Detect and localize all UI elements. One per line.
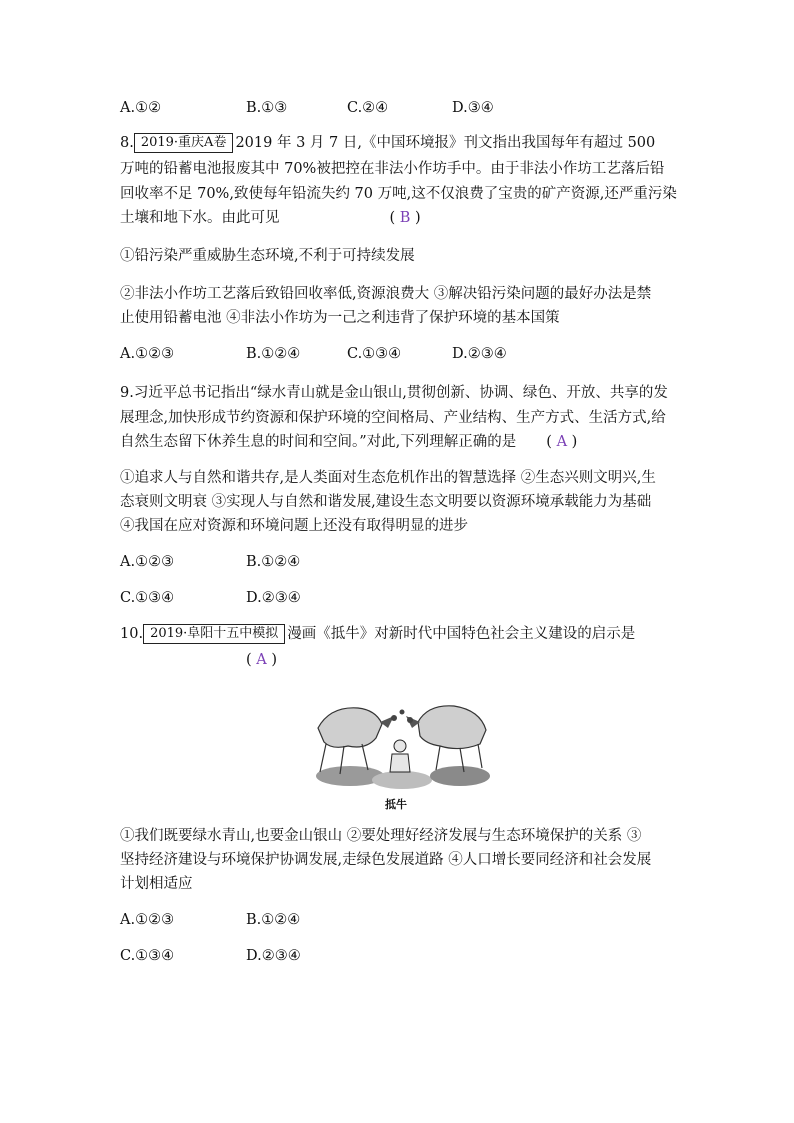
q8-option-d[interactable]: D.②③④ xyxy=(452,346,507,362)
q9-text-3: 自然生态留下休养生息的时间和空间。”对此,下列理解正确的是 xyxy=(120,434,517,450)
q7-option-a[interactable]: A.①② xyxy=(120,100,162,116)
q7-option-c[interactable]: C.②④ xyxy=(347,100,389,116)
q9-option-b[interactable]: B.①②④ xyxy=(246,554,301,570)
q10-option-d[interactable]: D.②③④ xyxy=(246,948,301,964)
q8-statement-1: ①铅污染严重威胁生态环境,不利于可持续发展 xyxy=(120,248,415,264)
q8-number: 8. xyxy=(120,135,134,151)
q9-option-c[interactable]: C.①③④ xyxy=(120,590,175,606)
q8-statement-2b: 止使用铅蓄电池 ④非法小作坊为一己之利违背了保护环境的基本国策 xyxy=(120,310,560,326)
q8-text-4: 土壤和地下水。由此可见 xyxy=(120,210,280,226)
q10-statement-1: ①我们既要绿水青山,也要金山银山 ②要处理好经济发展与生态环境保护的关系 ③ xyxy=(120,828,642,844)
q10-option-a[interactable]: A.①②③ xyxy=(120,912,175,928)
q10-source-tag: 2019·阜阳十五中模拟 xyxy=(143,624,285,644)
q10-text-1: 漫画《抵牛》对新时代中国特色社会主义建设的启示是 xyxy=(287,626,636,642)
q10-option-b[interactable]: B.①②④ xyxy=(246,912,301,928)
q9-line-2: 展理念,加快形成节约资源和保护环境的空间格局、产业结构、生产方式、生活方式,给 xyxy=(120,410,666,426)
q10-answer: A xyxy=(256,652,267,668)
q10-statement-3: 计划相适应 xyxy=(120,876,193,892)
q9-option-a[interactable]: A.①②③ xyxy=(120,554,175,570)
q8-line-3: 回收率不足 70%,致使每年铅流失约 70 万吨,这不仅浪费了宝贵的矿产资源,还严重污染 xyxy=(120,186,677,202)
q8-source-tag: 2019·重庆A卷 xyxy=(134,133,234,153)
q9-option-d[interactable]: D.②③④ xyxy=(246,590,301,606)
q9-statement-1: ①追求人与自然和谐共存,是人类面对生态危机作出的智慧选择 ②生态兴则文明兴,生 xyxy=(120,470,656,486)
q7-option-b[interactable]: B.①③ xyxy=(246,100,288,116)
q10-statement-2: 坚持经济建设与环境保护协调发展,走绿色发展道路 ④人口增长要同经济和社会发展 xyxy=(120,852,652,868)
q8-line-4: 土壤和地下水。由此可见 ( B ) xyxy=(120,210,421,226)
q9-line-1: 9.习近平总书记指出“绿水青山就是金山银山,贯彻创新、协调、绿色、开放、共享的发 xyxy=(120,385,668,401)
q8-option-c[interactable]: C.①③④ xyxy=(347,346,402,362)
q10-answer-line: ( A ) xyxy=(246,652,278,668)
q10-option-c[interactable]: C.①③④ xyxy=(120,948,175,964)
q8-option-a[interactable]: A.①②③ xyxy=(120,346,175,362)
q8-text-1: 2019 年 3 月 7 日,《中国环境报》刊文指出我国每年有超过 500 xyxy=(235,135,656,151)
q8-line-2: 万吨的铅蓄电池报废其中 70%被把控在非法小作坊手中。由于非法小作坊工艺落后铅 xyxy=(120,161,665,177)
q10-number: 10. xyxy=(120,626,144,642)
q9-statement-3: ④我国在应对资源和环境问题上还没有取得明显的进步 xyxy=(120,518,468,534)
q7-option-d[interactable]: D.③④ xyxy=(452,100,494,116)
cartoon-bullfight-image xyxy=(310,688,490,796)
cartoon-caption: 抵牛 xyxy=(385,798,407,811)
q8-statement-2a: ②非法小作坊工艺落后致铅回收率低,资源浪费大 ③解决铅污染问题的最好办法是禁 xyxy=(120,286,652,302)
q8-option-b[interactable]: B.①②④ xyxy=(246,346,301,362)
q9-statement-2: 态衰则文明衰 ③实现人与自然和谐发展,建设生态文明要以资源环境承载能力为基础 xyxy=(120,494,652,510)
q9-answer: A xyxy=(556,434,568,450)
q9-line-3: 自然生态留下休养生息的时间和空间。”对此,下列理解正确的是 ( A ) xyxy=(120,434,578,450)
q8-line-1 xyxy=(120,133,655,153)
q8-answer: B xyxy=(399,210,411,226)
q10-line-1 xyxy=(120,624,635,644)
